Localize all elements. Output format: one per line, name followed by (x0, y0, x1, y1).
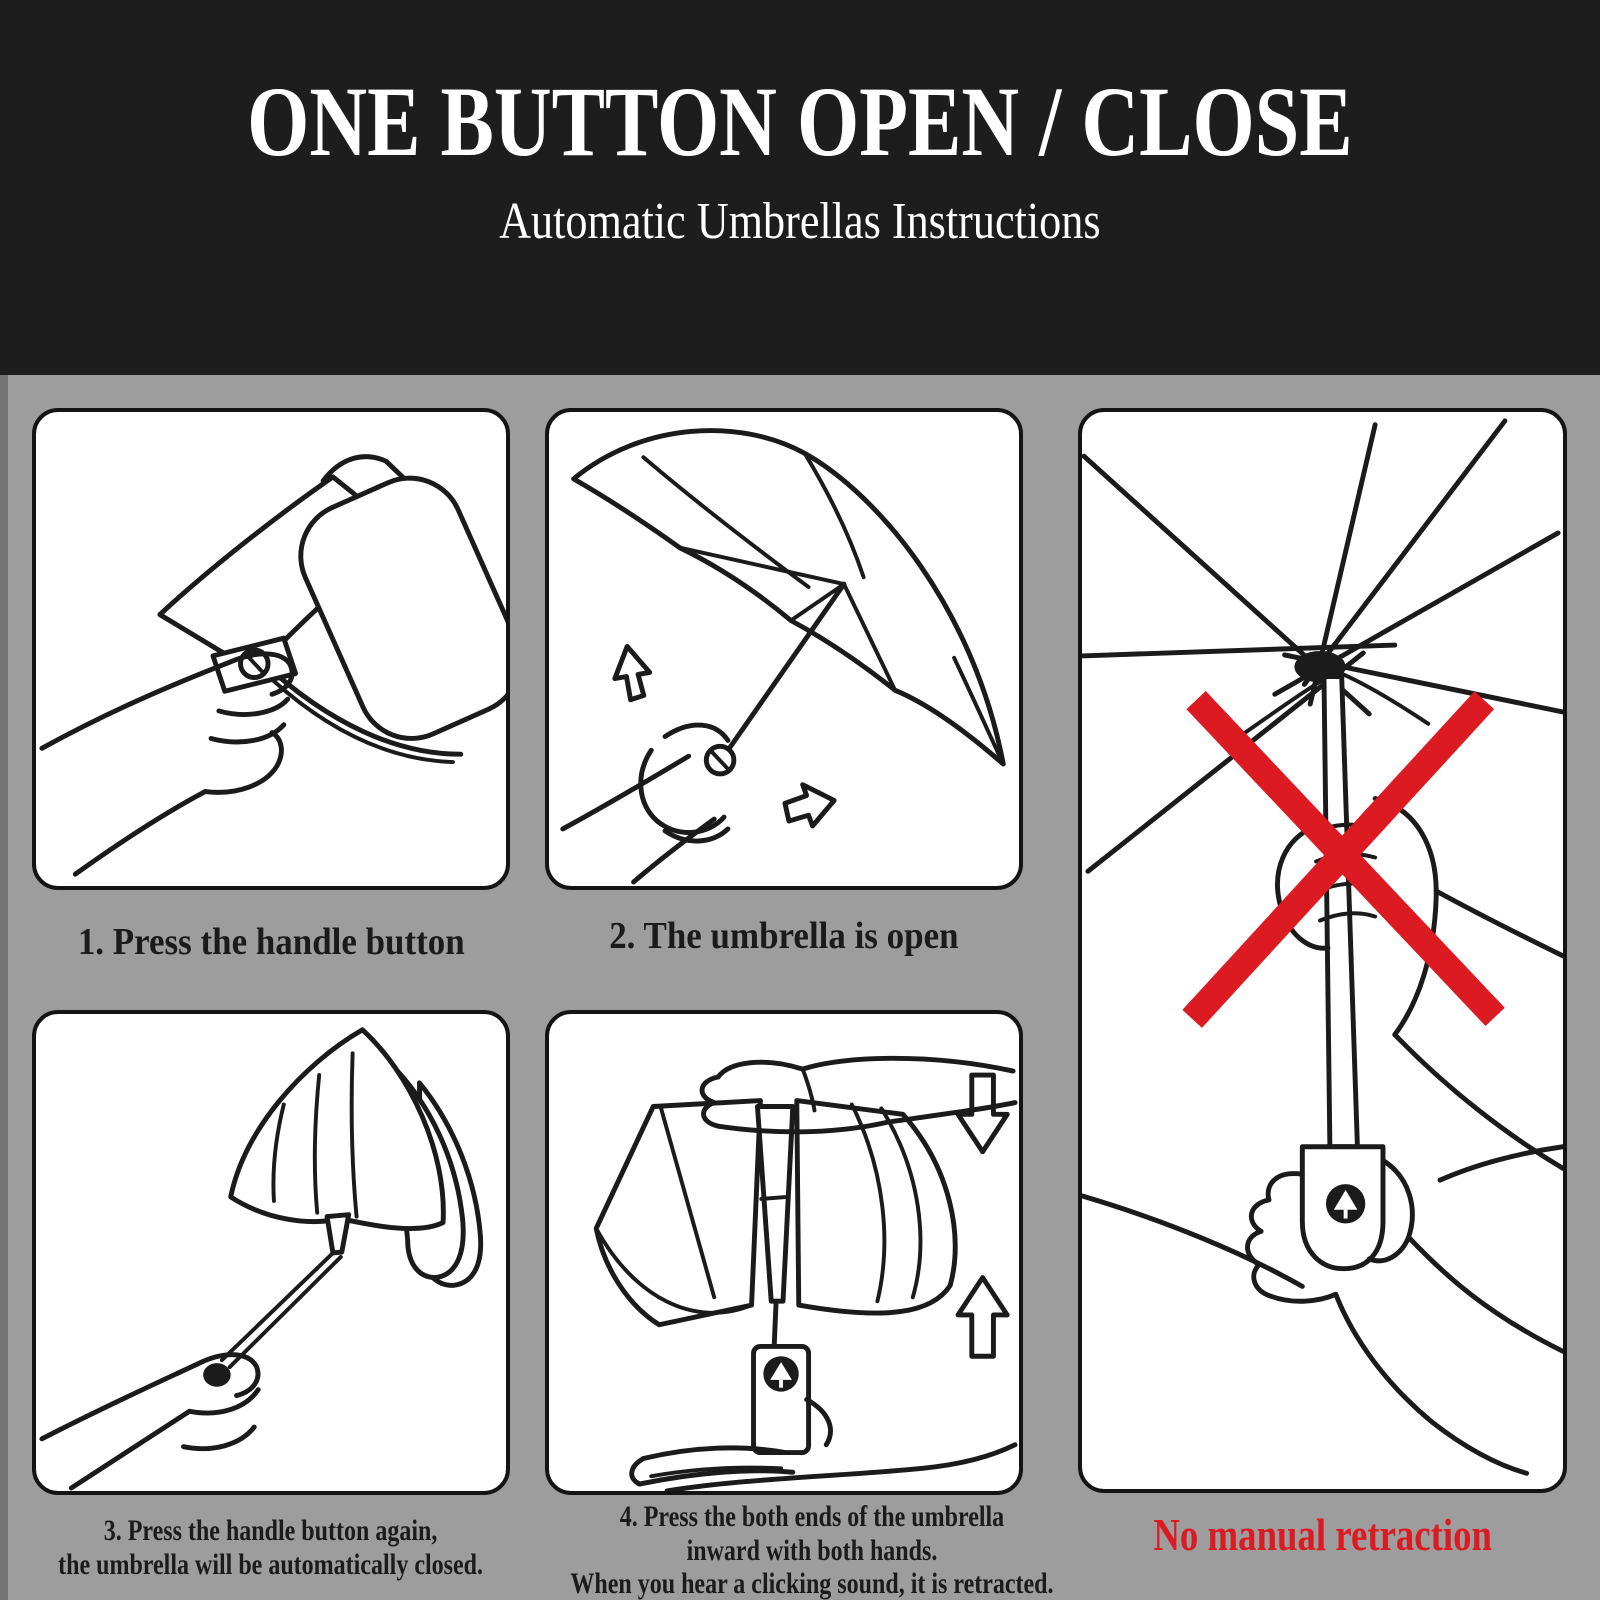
no-manual-retraction-caption: No manual retraction (1153, 1509, 1492, 1560)
canopy-left-wing (596, 1101, 760, 1325)
right-arrow-icon (785, 785, 834, 826)
hand-gripping-shaft (1278, 799, 1563, 1169)
header (0, 0, 1600, 375)
warning-panel (1078, 408, 1567, 1493)
umbrella-shaft (774, 1301, 776, 1346)
step1-caption: 1. Press the handle button (77, 921, 465, 963)
step4-caption: 4. Press the both ends of the umbrella inward with both hands. When you hear a clicking sound, it is retracted. (570, 1500, 1054, 1600)
page-subtitle: Automatic Umbrellas Instructions (499, 193, 1101, 250)
tip-cone (757, 1106, 792, 1301)
hand-pressing-button (42, 654, 292, 874)
umbrella-ribs (1082, 421, 1563, 872)
press-handle-button-illustration (36, 412, 506, 886)
hand-holding-handle (1247, 1161, 1563, 1474)
step4-panel (545, 1010, 1023, 1495)
umbrella-open-illustration (549, 412, 1019, 886)
step2-caption: 2. The umbrella is open (609, 915, 959, 957)
open-canopy (574, 431, 1004, 764)
hand-holding-handle (563, 725, 734, 882)
step3-panel (32, 1010, 510, 1495)
umbrella-shaft (222, 1253, 333, 1360)
up-arrow-icon (610, 643, 654, 701)
page-title: ONE BUTTON OPEN / CLOSE (247, 66, 1353, 177)
handle-button (203, 1363, 231, 1387)
step2-panel (545, 408, 1023, 890)
drooping-canopy (231, 1030, 444, 1229)
left-edge-shade (0, 375, 8, 1600)
step3-caption: 3. Press the handle button again, the umbrella will be automatically closed. (58, 1514, 484, 1581)
umbrella-closed-illustration (36, 1014, 506, 1491)
shaft-tip (327, 1215, 349, 1253)
bottom-open-palm (632, 1399, 1015, 1490)
no-manual-retraction-illustration (1082, 412, 1563, 1489)
up-arrow-icon (958, 1278, 1007, 1357)
step1-panel (32, 408, 510, 890)
hand-pressing-button-again (42, 1355, 258, 1488)
retract-umbrella-illustration (549, 1014, 1019, 1491)
